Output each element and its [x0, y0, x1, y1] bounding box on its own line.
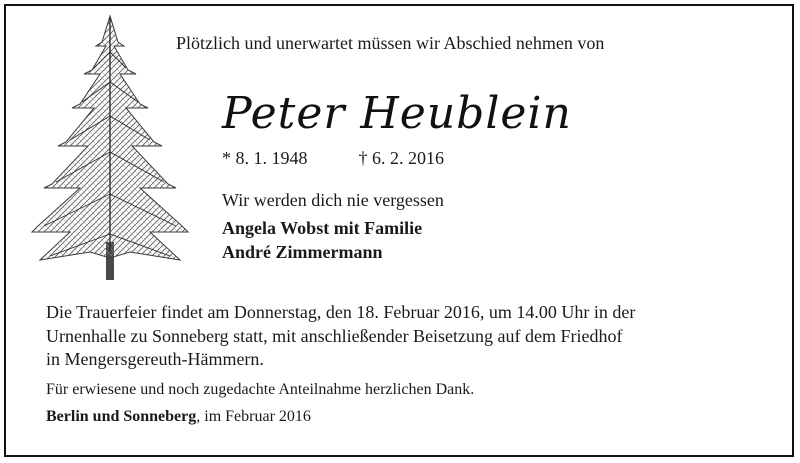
birth-date: * 8. 1. 1948 — [222, 148, 308, 168]
place-name: Berlin und Sonneberg — [46, 408, 197, 425]
thanks-line: Für erwiesene und noch zugedachte Anteilnahme herzlichen Dank. — [46, 381, 475, 398]
death-date: † 6. 2. 2016 — [358, 148, 444, 168]
deceased-name: Peter Heublein — [222, 88, 572, 139]
service-line: Die Trauerfeier findet am Donnerstag, den 18. Februar 2016, um 14.00 Uhr in der — [46, 302, 636, 322]
service-line: Urnenhalle zu Sonneberg statt, mit anschließender Beisetzung auf dem Friedhof — [46, 325, 623, 346]
service-line: in Mengersgereuth-Hämmern. — [46, 349, 264, 369]
intro-text: Plötzlich und unerwartet müssen wir Abschied nehmen von — [176, 33, 605, 53]
mourner-name: André Zimmermann — [222, 242, 383, 262]
mourner-name: Angela Wobst mit Familie — [222, 218, 423, 238]
place-date: , im Februar 2016 — [196, 408, 311, 425]
life-dates — [222, 148, 444, 169]
remembrance-line: Wir werden dich nie vergessen — [222, 190, 444, 210]
service-announcement — [46, 301, 766, 372]
place-date-line — [46, 408, 311, 426]
fir-tree-icon — [30, 12, 190, 284]
